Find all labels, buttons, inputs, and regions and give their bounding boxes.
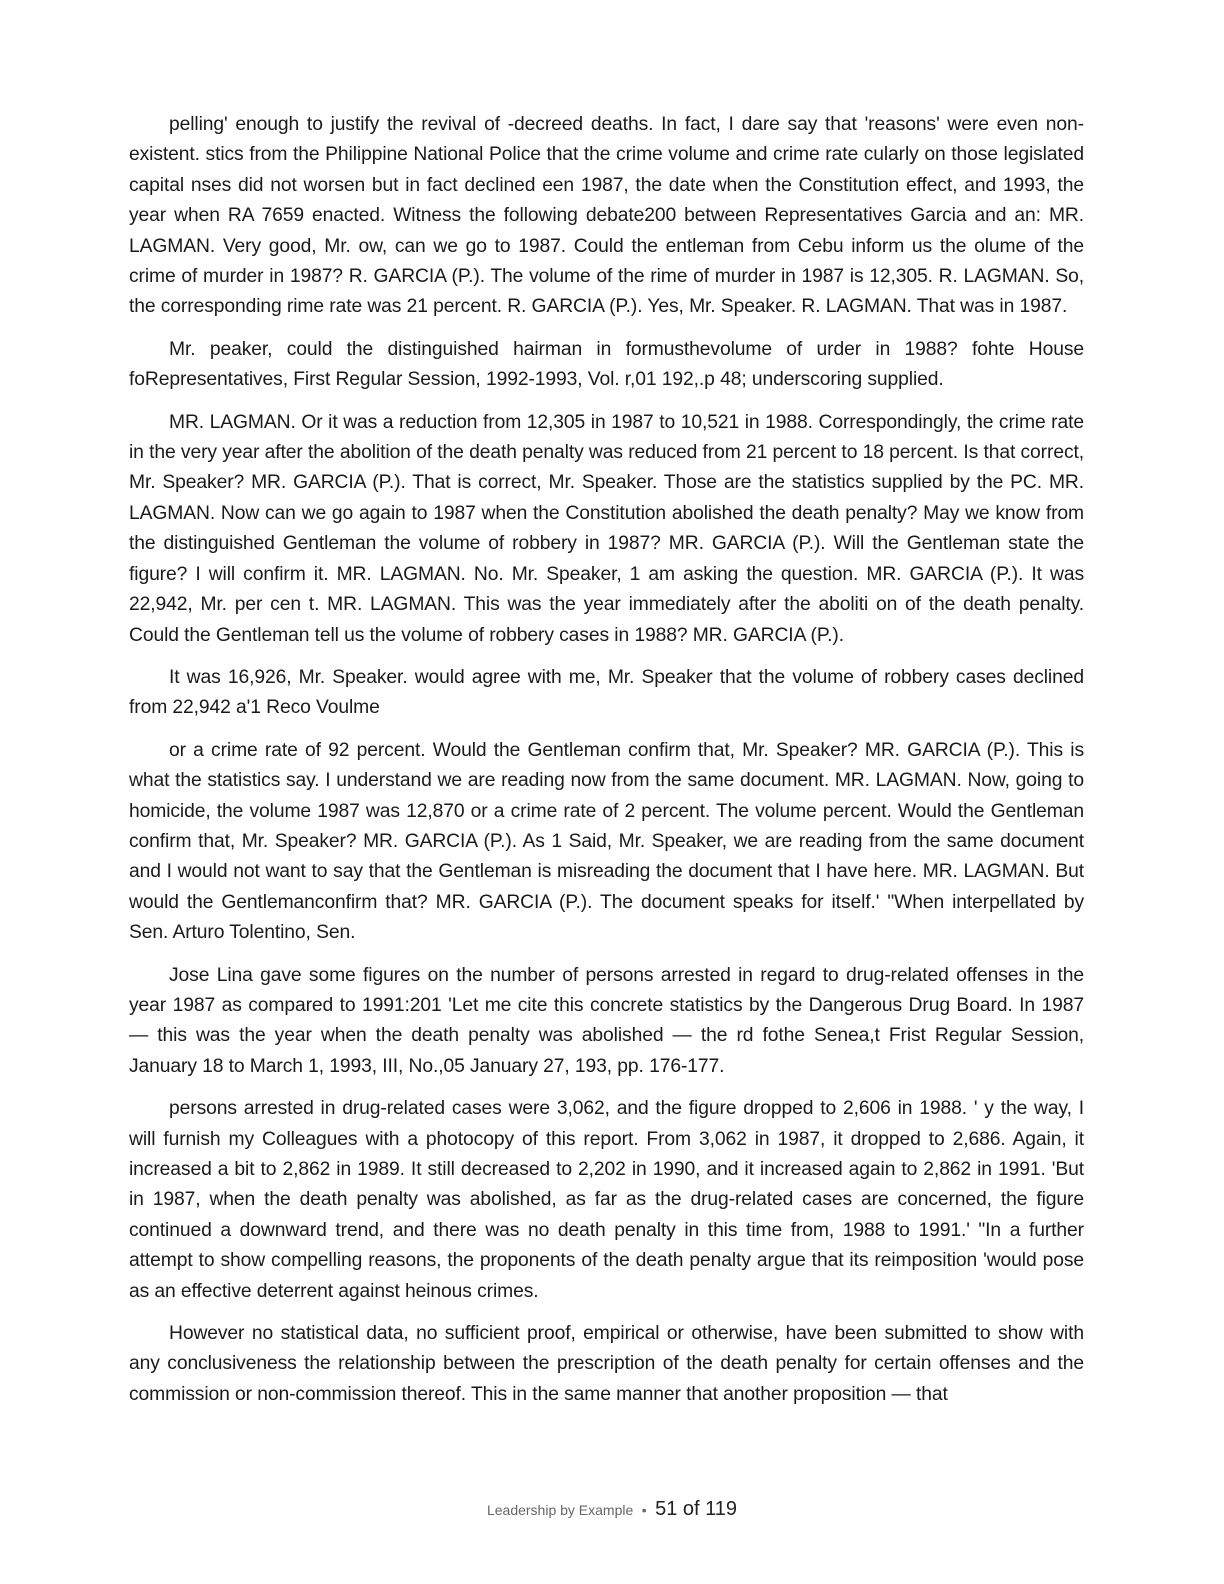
paragraph: Jose Lina gave some figures on the number of persons arrested in regard to drug-related offenses in the year 1987 as compared to 1991:201 'Let me cite this concrete statistics by the Dangerous Drug Board. In 1987 — this was the year when the death penalty was abolished — the rd fothe Senea,t Frist Regular Session, January 18 to March 1, 1993, III, No.,05 January 27, 193, pp. 176-177. <box>129 964 1084 1077</box>
paragraph: pelling' enough to justify the revival of -decreed deaths. In fact, I dare say that 'reasons' were even non-existent. stics from the Philippine National Police that the crime volume and crime rate cularly on those legislated capital nses did not worsen but in fact declined een 1987, the date when the Constitution effect, and 1993, the year when RA 7659 enacted. Witness the following debate200 between Representatives Garcia and an: MR. LAGMAN. Very good, Mr. ow, can we go to 1987. Could the entleman from Cebu inform us the olume of the crime of murder in 1987? R. GARCIA (P.). The volume of the rime of murder in 1987 is 12,305. R. LAGMAN. So, the corresponding rime rate was 21 percent. R. GARCIA (P.). Yes, Mr. Speaker. R. LAGMAN. That was in 1987. <box>129 114 1084 318</box>
paragraph: It was 16,926, Mr. Speaker. would agree with me, Mr. Speaker that the volume of robbery cases declined from 22,942 a'1 Reco Voulme <box>129 666 1084 719</box>
paragraph: Mr. peaker, could the distinguished hairman in formusthevolume of urder in 1988? fohte House foRepresentatives, First Regular Session, 1992-1993, Vol. r,01 192,.p 48; underscoring supplied. <box>129 338 1084 391</box>
paragraph: persons arrested in drug-related cases were 3,062, and the figure dropped to 2,606 in 1988. ' y the way, I will furnish my Colleagues with a photocopy of this report. From 3,062 in 1987, it dropped to 2,686. Again, it increased a bit to 2,862 in 1989. It still decreased to 2,202 in 1990, and it increased again to 2,862 in 1991. 'But in 1987, when the death penalty was abolished, as far as the drug-related cases are concerned, the figure continued a downward trend, and there was no death penalty in this time from, 1988 to 1991.' "In a further attempt to show compelling reasons, the proponents of the death penalty argue that its reimposition 'would pose as an effective deterrent against heinous crimes. <box>129 1098 1084 1302</box>
paragraph: or a crime rate of 92 percent. Would the Gentleman confirm that, Mr. Speaker? MR. GARCIA (P.). This is what the statistics say. I understand we are reading now from the same document. MR. LAGMAN. Now, going to homicide, the volume 1987 was 12,870 or a crime rate of 2 percent. The volume percent. Would the Gentleman confirm that, Mr. Speaker? MR. GARCIA (P.). As 1 Said, Mr. Speaker, we are reading from the same document and I would not want to say that the Gentleman is misreading the document that I have here. MR. LAGMAN. But would the Gentlemanconfirm that? MR. GARCIA (P.). The document speaks for itself.' "When interpellated by Sen. Arturo Tolentino, Sen. <box>129 739 1084 944</box>
page-number: 51 of 119 <box>655 1498 738 1520</box>
footer-document-title: Leadership by Example <box>486 1502 634 1518</box>
paragraph: MR. LAGMAN. Or it was a reduction from 12,305 in 1987 to 10,521 in 1988. Correspondingly, the crime rate in the very year after the abolition of the death penalty was reduced from 21 percent to 18 percent. Is that correct, Mr. Speaker? MR. GARCIA (P.). That is correct, Mr. Speaker. Those are the statistics supplied by the PC. MR. LAGMAN. Now can we go again to 1987 when the Constitution abolished the death penalty? May we know from the distinguished Gentleman the volume of robbery in 1987? MR. GARCIA (P.). Will the Gentleman state the figure? I will confirm it. MR. LAGMAN. No. Mr. Speaker, 1 am asking the question. MR. GARCIA (P.). It was 22,942, Mr. per cen t. MR. LAGMAN. This was the year immediately after the aboliti on of the death penalty. Could the Gentleman tell us the volume of robbery cases in 1988? MR. GARCIA (P.). <box>129 411 1084 646</box>
paragraph: However no statistical data, no sufficient proof, empirical or otherwise, have been submitted to show with any conclusiveness the relationship between the prescription of the death penalty for certain offenses and the commission or non-commission thereof. This in the same manner that another proposition — that <box>129 1323 1084 1405</box>
document-body <box>129 110 1084 1422</box>
footer-separator: • <box>641 1502 647 1518</box>
page-footer <box>0 1498 1224 1521</box>
